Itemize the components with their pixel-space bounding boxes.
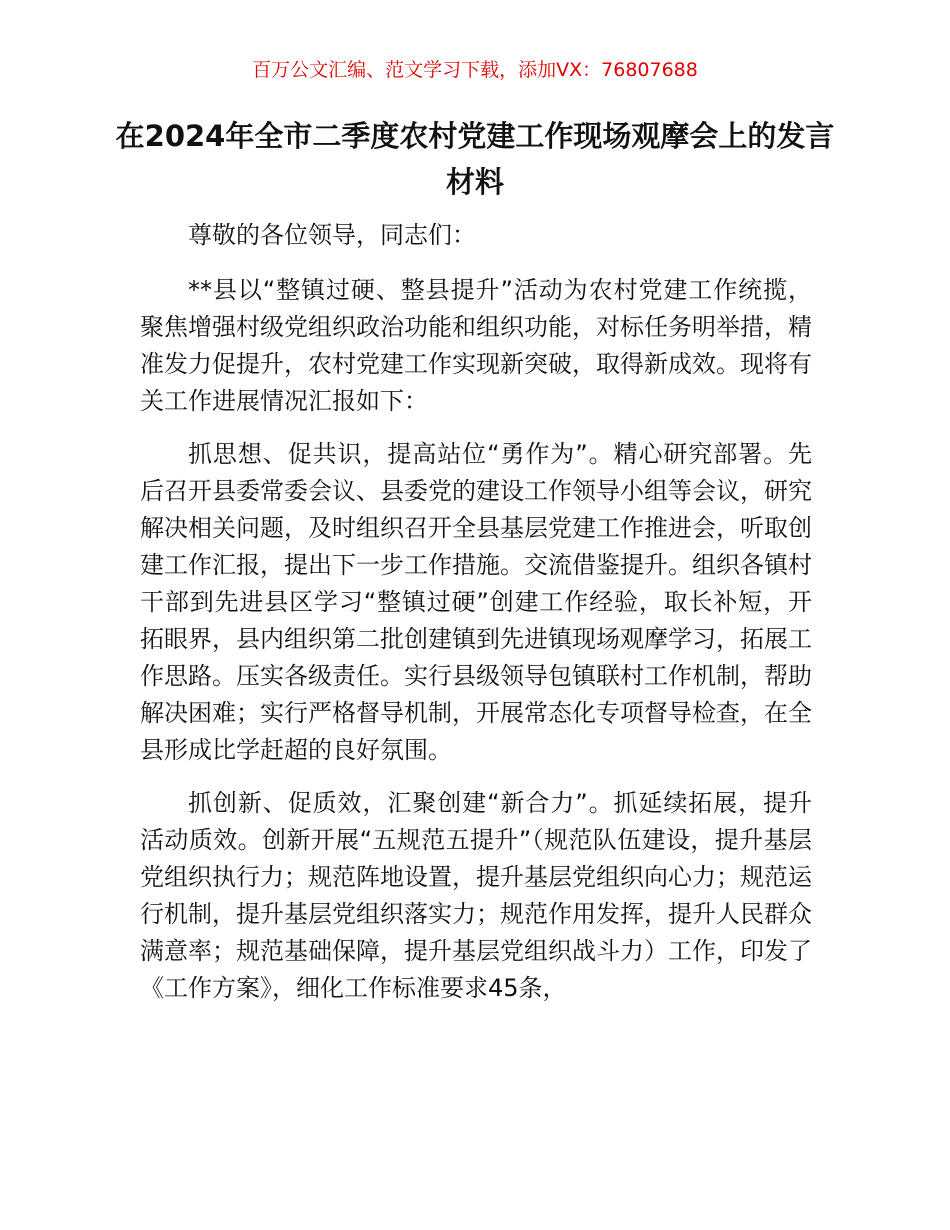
paragraph-greeting: 尊敬的各位领导，同志们： [188,221,476,249]
paragraph-thinking-consensus: 抓思想、促共识，提高站位“勇作为”。精心研究部署。先后召开县委常委会议、县委党的建设工作领导小组等会议，研究解决相关问题，及时组织召开全县基层党建工作推进会，听取创建工作汇报，提出下一步工作措施。交流借鉴提升。组织各镇村干部到先进县区学习“整镇过硬”创建工作经验，取长补短，开拓眼界，县内组织第二批创建镇到先进镇现场观摩学习，拓展工作思路。压实各级责任。实行县级领导包镇联村工作机制，帮助解决困难；实行严格督导机制，开展常态化专项督导检查，在全县形成比学赶超的良好氛围。 [140,440,812,764]
header-promo-note: 百万公文汇编、范文学习下载，添加VX：76807688 [252,59,698,81]
document-body [140,217,812,1023]
document-title: 在2024年全市二季度农村党建工作现场观摩会上的发言材料 [115,119,835,199]
paragraph-intro: **县以“整镇过硬、整县提升”活动为农村党建工作统揽，聚焦增强村级党组织政治功能和组织功能，对标任务明举措，精准发力促提升，农村党建工作实现新突破，取得新成效。现将有关工作进展情况汇报如下： [140,276,812,415]
paragraph-innovation-quality: 抓创新、促质效，汇聚创建“新合力”。抓延续拓展，提升活动质效。创新开展“五规范五提升”（规范队伍建设，提升基层党组织执行力；规范阵地设置，提升基层党组织向心力；规范运行机制，提升基层党组织落实力；规范作用发挥，提升人民群众满意率；规范基础保障，提升基层党组织战斗力）工作，印发了《工作方案》，细化工作标准要求45条， [140,789,812,1002]
